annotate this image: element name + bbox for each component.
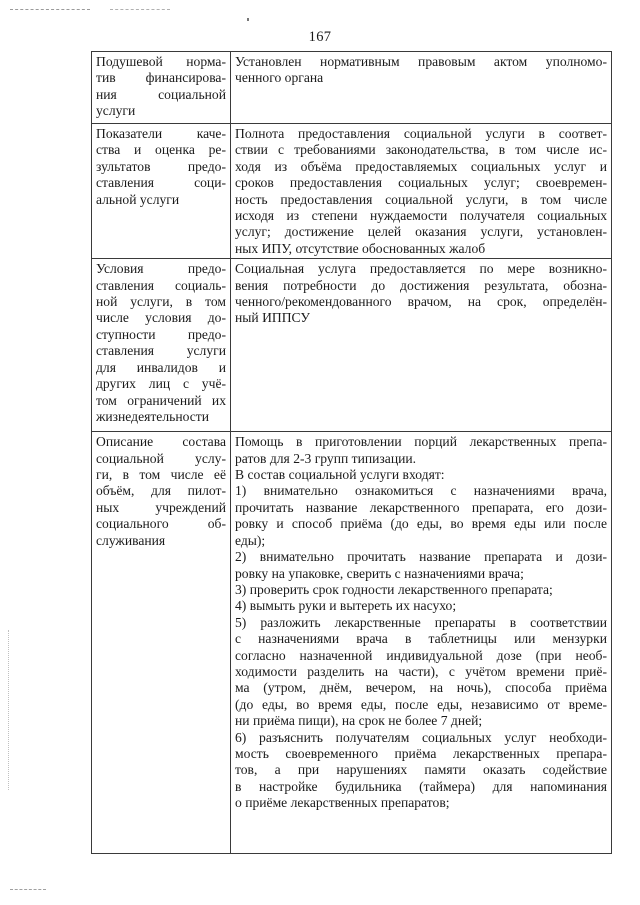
row-label-line: социальной услу- (96, 450, 226, 466)
row-label-line: объём, для пилот- (96, 483, 226, 499)
scan-artifact-line (10, 9, 90, 10)
row-description-line: еды); (235, 532, 266, 548)
row-description-line: 4) вымыть руки и вытереть их насухо; (235, 598, 457, 614)
row-label-line: зультатов предо- (96, 158, 226, 174)
row-description-line: 5) разложить лекарственные препараты в соответствии (235, 614, 607, 630)
row-description-line: ма (утром, днём, вечером, на ночь), способа приёма (235, 680, 607, 696)
row-description-line: ность предоставления социальной услуги, в том числе (235, 191, 607, 207)
row-description-line: 6) разъяснить получателям социальных услуг необходи- (235, 729, 607, 745)
row-description-line: ствии с требованиями законодательства, в том числе ис- (235, 142, 607, 158)
row-label-line: социального об- (96, 516, 226, 532)
row-description-line: 1) внимательно ознакомиться с назначениями врача, (235, 483, 607, 499)
row-description-line: ратов для 2-3 групп типизации. (235, 450, 417, 466)
page-number: 167 (308, 29, 332, 45)
row-description-line: исходя из степени нуждаемости получателя социальных (235, 208, 607, 224)
row-label-line: Подушевой норма- (96, 54, 226, 69)
row-label-line: жизнедеятельности (96, 408, 209, 424)
row-label-line: том ограничений их (96, 392, 226, 408)
row-description-cell (231, 259, 612, 432)
table-row (92, 52, 612, 124)
row-description-line: ных ИПУ, отсутствие обоснованных жалоб (235, 240, 486, 256)
scan-artifact-line (110, 9, 170, 10)
row-description-line: Социальная услуга предоставляется по мере возникно- (235, 261, 607, 277)
row-description-line: ченного органа (235, 70, 324, 86)
row-label-line: ставления услуги (96, 343, 226, 359)
row-label-line: других лиц с учё- (96, 376, 226, 392)
row-description-line: с назначениями врача в таблетницы или мензурки (235, 631, 607, 647)
row-label-line: Условия предо- (96, 261, 226, 277)
row-label-cell (92, 124, 231, 259)
row-label-cell (92, 432, 231, 854)
row-description-line: сроков предоставления социальных услуг; своевремен- (235, 175, 607, 191)
row-description-line: 3) проверить срок годности лекарственного препарата; (235, 581, 553, 597)
row-description-line: тов, а при нарушениях памяти оказать содействие (235, 762, 607, 778)
row-description-line: в настройке будильника (таймера) для напоминания (235, 778, 607, 794)
row-label-line: Показатели каче- (96, 126, 226, 141)
row-description-line: Помощь в приготовлении порций лекарственных препа- (235, 434, 607, 450)
scan-artifact-line (10, 889, 46, 890)
row-label-line: ставления социаль- (96, 277, 226, 293)
row-description-line: ровку и способ приёма (до еды, во время еды или после (235, 516, 607, 532)
services-table (91, 51, 612, 854)
row-description-line: 2) внимательно прочитать название препарата и дози- (235, 549, 607, 565)
row-description-line: мость своевременного приёма лекарственных препара- (235, 745, 607, 761)
row-description-line: прочитать название лекарственного препарата, его дози- (235, 499, 607, 515)
row-description-line: ровку на упаковке, сверить с назначениями врача; (235, 565, 524, 581)
row-label-line: ных учреждений (96, 499, 226, 515)
scan-artifact-dot (247, 18, 249, 21)
row-label-line: служивания (96, 532, 166, 548)
row-description-line: ный ИППСУ (235, 310, 311, 326)
row-label-line: числе условия до- (96, 310, 226, 326)
row-description-cell (231, 124, 612, 259)
row-label-line: Описание состава (96, 434, 226, 450)
row-label-line: для инвалидов и (96, 359, 226, 375)
row-label-line: альной услуги (96, 191, 180, 207)
row-label-line: ния социальной (96, 86, 226, 102)
row-label-line: ги, в том числе её (96, 467, 226, 483)
row-description-line: Установлен нормативным правовым актом уполномо- (235, 54, 607, 69)
row-description-line: согласно назначенной индивидуальной дозе (при необ- (235, 647, 607, 663)
row-description-line: ченного/рекомендованного врачом, на срок, определён- (235, 294, 607, 310)
row-description-line: ходимости разделить на части), с учётом времени приё- (235, 663, 607, 679)
row-description-line: Полнота предоставления социальной услуги в соответ- (235, 126, 607, 141)
row-description-line: В состав социальной услуги входят: (235, 467, 445, 483)
row-description-cell (231, 52, 612, 124)
row-label-cell (92, 52, 231, 124)
table-row (92, 124, 612, 259)
row-label-line: ной услуги, в том (96, 294, 226, 310)
row-description-line: ни приёма пищи), на срок не более 7 дней; (235, 713, 483, 729)
row-description-line: о приёме лекарственных препаратов; (235, 795, 450, 811)
row-description-cell (231, 432, 612, 854)
row-description-line: (до еды, во время еды, после еды, независимо от време- (235, 696, 607, 712)
row-description-line: вения потребности до достижения результата, обозна- (235, 277, 607, 293)
row-description-line: ходя из объёма предоставляемых социальных услуг и (235, 158, 607, 174)
row-label-line: тив финансирова- (96, 70, 226, 86)
row-label-cell (92, 259, 231, 432)
table-row (92, 432, 612, 854)
row-description-line: услуг; достижение целей оказания услуги, установлен- (235, 224, 607, 240)
row-label-line: ступности предо- (96, 326, 226, 342)
row-label-line: услуги (96, 103, 136, 119)
row-label-line: ставления соци- (96, 175, 226, 191)
row-label-line: ства и оценка ре- (96, 142, 226, 158)
table-row (92, 259, 612, 432)
scan-margin-artifact (8, 630, 11, 790)
